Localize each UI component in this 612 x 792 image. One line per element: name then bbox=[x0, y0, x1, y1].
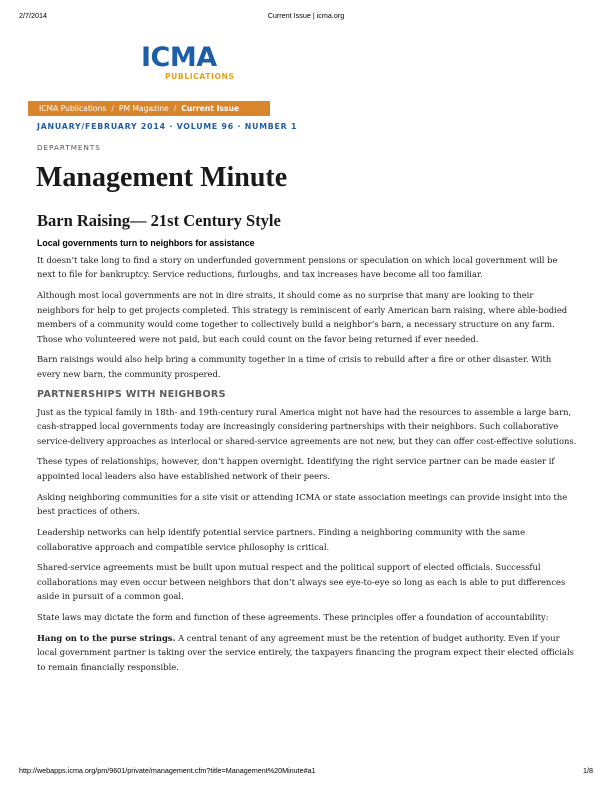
logo-subtitle: PUBLICATIONS bbox=[165, 72, 235, 81]
paragraph: Just as the typical family in 18th- and 19th-century rural America might not have had the resources to assemble a large barn, cash-strapped local governments today are increasingly considering partnerships with their neighbors. Such collaborative service-delivery approaches as interlocal or shared-service agreements are not new, but they can offer cost-effective solutions. bbox=[37, 406, 577, 446]
article-body bbox=[37, 253, 577, 681]
print-page-number: 1/8 bbox=[583, 766, 593, 775]
paragraph: These types of relationships, however, don’t happen overnight. Identifying the right service partner can be made easier if appointed local leaders also have established network of their peers. bbox=[37, 456, 555, 481]
paragraph: Although most local governments are not in dire straits, it should come as no surprise that many are looking to their neighbors for help to get projects completed. This strategy is reminiscent of early American barn raising, where able-bodied members of a community would come together to collectively build a neighbor’s barn, a necessary structure on any farm. Those who volunteered were not paid, but each could count on the favor being returned if ever needed. bbox=[37, 290, 568, 344]
breadcrumb-separator: / bbox=[173, 104, 177, 113]
print-date: 2/7/2014 bbox=[19, 11, 47, 20]
logo-wordmark: ICMA bbox=[141, 42, 217, 73]
paragraph: State laws may dictate the form and function of these agreements. These principles offer a foundation of accountability: bbox=[37, 612, 549, 623]
paragraph bbox=[37, 631, 577, 674]
breadcrumb-current: Current Issue bbox=[181, 104, 240, 113]
paragraph: It doesn’t take long to find a story on underfunded government pensions or speculation on which local government will be next to file for bankruptcy. Service reductions, furloughs, and tax increases have become all too familiar. bbox=[37, 255, 558, 280]
paragraph: Barn raisings would also help bring a community together in a time of crisis to rebuild after a fire or other disaster. With every new barn, the community prospered. bbox=[37, 354, 552, 379]
paragraph-text: A central tenant of any agreement must be the retention of budget authority. Even if your local government partner is taking over the service entirely, the taxpayers financing the program expect their elected officials to remain financially responsible. bbox=[37, 633, 574, 672]
issue-line: JANUARY/FEBRUARY 2014 · VOLUME 96 · NUMBER 1 bbox=[37, 122, 298, 131]
paragraph: Asking neighboring communities for a site visit or attending ICMA or state association meetings can provide insight into the best practices of others. bbox=[37, 491, 568, 517]
breadcrumb-item-icma-publications[interactable]: ICMA Publications bbox=[39, 104, 107, 113]
print-header bbox=[19, 11, 593, 23]
print-url: http://webapps.icma.org/pm/9601/private/management.cfm?title=Management%20Minute#a1 bbox=[19, 766, 316, 775]
paragraph-lead: Hang on to the purse strings. bbox=[37, 633, 176, 644]
paragraph: Leadership networks can help identify potential service partners. Finding a neighboring community with the same collaborative approach and compatible service philosophy is critical. bbox=[37, 527, 526, 552]
paragraph: Shared-service agreements must be built upon mutual respect and the political support of elected officials. Successful collaborations may even occur between neighbors that don’t always see eye-to-eye so long as each is able to put differences aside in pursuit of a common goal. bbox=[37, 562, 566, 602]
page-title: Management Minute bbox=[36, 162, 288, 193]
breadcrumb-separator: / bbox=[111, 104, 114, 113]
print-page-title: Current Issue | icma.org bbox=[267, 11, 345, 20]
print-footer bbox=[19, 766, 593, 778]
section-label: DEPARTMENTS bbox=[37, 143, 101, 152]
article-subtitle: Local governments turn to neighbors for assistance bbox=[37, 238, 255, 248]
icma-publications-logo[interactable] bbox=[141, 44, 241, 84]
section-heading: PARTNERSHIPS WITH NEIGHBORS bbox=[37, 388, 226, 400]
article-title: Barn Raising— 21st Century Style bbox=[37, 211, 281, 230]
breadcrumb-item-pm-magazine[interactable]: PM Magazine bbox=[118, 104, 169, 113]
breadcrumb bbox=[28, 101, 270, 116]
